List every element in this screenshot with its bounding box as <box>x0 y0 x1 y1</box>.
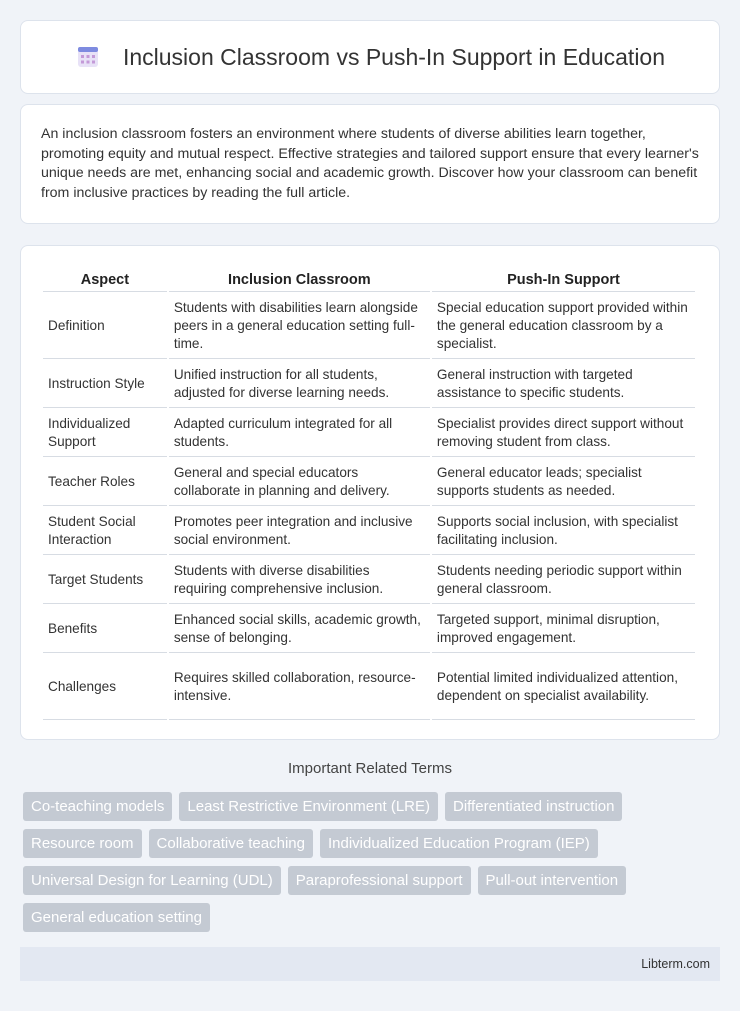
row-push-in-value: Students needing periodic support within general classroom. <box>432 557 695 604</box>
row-push-in-value: General educator leads; specialist supports students as needed. <box>432 459 695 506</box>
header-push-in-support: Push-In Support <box>432 268 695 292</box>
row-push-in-value: Potential limited individualized attention, dependent on specialist availability. <box>432 655 695 720</box>
table-row <box>43 557 695 604</box>
table-row <box>43 410 695 457</box>
intro-card <box>20 104 720 224</box>
row-push-in-value: General instruction with targeted assistance to specific students. <box>432 361 695 408</box>
row-push-in-value: Supports social inclusion, with specialist facilitating inclusion. <box>432 508 695 555</box>
row-aspect: Instruction Style <box>43 361 167 408</box>
comparison-table <box>41 266 697 722</box>
row-push-in-value: Specialist provides direct support without removing student from class. <box>432 410 695 457</box>
related-term-tag[interactable]: Collaborative teaching <box>149 829 313 858</box>
related-terms-list <box>23 792 723 932</box>
table-row <box>43 606 695 653</box>
related-term-tag[interactable]: Paraprofessional support <box>288 866 471 895</box>
related-term-tag[interactable]: Pull-out intervention <box>478 866 627 895</box>
row-inclusion-value: General and special educators collaborate in planning and delivery. <box>169 459 430 506</box>
page-title: Inclusion Classroom vs Push-In Support in Education <box>122 43 666 70</box>
related-term-tag[interactable]: General education setting <box>23 903 210 932</box>
intro-text: An inclusion classroom fosters an environment where students of diverse abilities learn together, promoting equity and mutual respect. Effective strategies and tailored support ensure that every learner's unique needs are met, enhancing social and academic growth. Discover how your classroom can benefit from inclusive practices by reading the full article. <box>41 126 699 201</box>
related-term-tag[interactable]: Individualized Education Program (IEP) <box>320 829 598 858</box>
row-inclusion-value: Requires skilled collaboration, resource-intensive. <box>169 655 430 720</box>
related-terms-title: Important Related Terms <box>288 760 452 777</box>
related-term-tag[interactable]: Differentiated instruction <box>445 792 622 821</box>
row-aspect: Challenges <box>43 655 167 720</box>
related-term-tag[interactable]: Resource room <box>23 829 142 858</box>
row-push-in-value: Targeted support, minimal disruption, improved engagement. <box>432 606 695 653</box>
row-inclusion-value: Enhanced social skills, academic growth, sense of belonging. <box>169 606 430 653</box>
table-row <box>43 294 695 359</box>
table-row <box>43 459 695 506</box>
row-inclusion-value: Students with disabilities learn alongside peers in a general education setting full-time. <box>169 294 430 359</box>
row-push-in-value: Special education support provided within the general education classroom by a specialist. <box>432 294 695 359</box>
table-row <box>43 655 695 720</box>
footer-site-link[interactable]: Libterm.com <box>641 957 710 971</box>
row-aspect: Target Students <box>43 557 167 604</box>
comparison-table-card <box>20 245 720 740</box>
row-inclusion-value: Adapted curriculum integrated for all students. <box>169 410 430 457</box>
calendar-grid-icon <box>75 44 101 70</box>
row-aspect: Student Social Interaction <box>43 508 167 555</box>
row-aspect: Individualized Support <box>43 410 167 457</box>
header-aspect: Aspect <box>43 268 167 292</box>
row-aspect: Definition <box>43 294 167 359</box>
row-inclusion-value: Students with diverse disabilities requiring comprehensive inclusion. <box>169 557 430 604</box>
row-aspect: Teacher Roles <box>43 459 167 506</box>
header-card <box>20 20 720 94</box>
related-term-tag[interactable]: Universal Design for Learning (UDL) <box>23 866 281 895</box>
related-term-tag[interactable]: Least Restrictive Environment (LRE) <box>179 792 438 821</box>
table-header-row <box>43 268 695 292</box>
row-inclusion-value: Promotes peer integration and inclusive social environment. <box>169 508 430 555</box>
related-term-tag[interactable]: Co-teaching models <box>23 792 172 821</box>
footer <box>20 947 720 981</box>
row-aspect: Benefits <box>43 606 167 653</box>
row-inclusion-value: Unified instruction for all students, adjusted for diverse learning needs. <box>169 361 430 408</box>
header-inclusion-classroom: Inclusion Classroom <box>169 268 430 292</box>
table-row <box>43 508 695 555</box>
table-row <box>43 361 695 408</box>
